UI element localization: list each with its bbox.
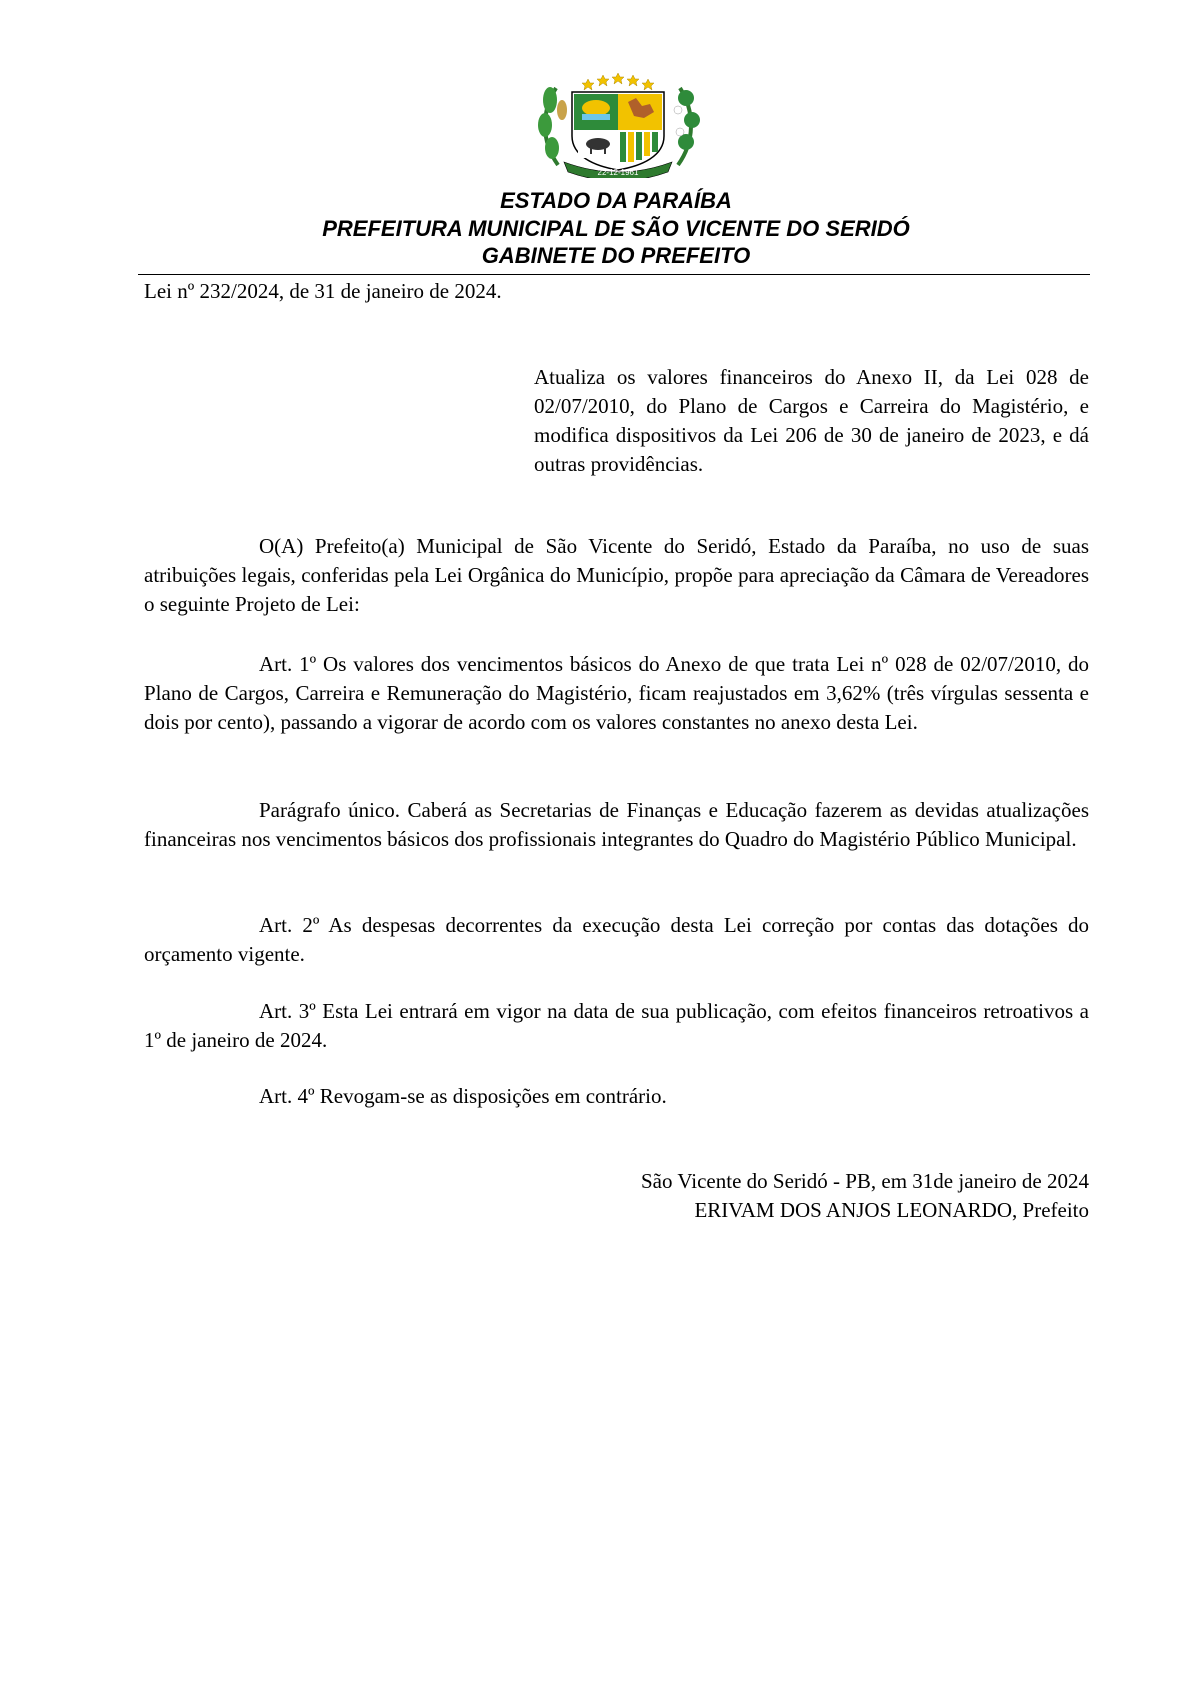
article-2-text: Art. 2º As despesas decorrentes da execução desta Lei correção por contas das dotações do orçamento vigente. xyxy=(144,913,1089,966)
left-branch-icon xyxy=(538,87,567,165)
article-3 xyxy=(144,997,1089,1055)
header-divider xyxy=(138,274,1090,275)
article-2 xyxy=(144,911,1089,969)
signature-place-date: São Vicente do Seridó - PB, em 31de janeiro de 2024 xyxy=(640,1169,1089,1193)
article-4 xyxy=(144,1082,1089,1111)
signature-name: ERIVAM DOS ANJOS LEONARDO, Prefeito xyxy=(694,1198,1089,1222)
article-1 xyxy=(144,650,1089,737)
emblem-date-text: 22-12-1961 xyxy=(597,168,639,177)
header-state: ESTADO DA PARAÍBA xyxy=(500,188,732,213)
law-ementa: Atualiza os valores financeiros do Anexo II, da Lei 028 de 02/07/2010, do Plano de Cargos e Carreira do Magistério, e modifica dispositivos da Lei 206 de 30 de janeiro de 2023, e dá outras providências. xyxy=(534,365,1089,476)
header-gabinete: GABINETE DO PREFEITO xyxy=(481,243,751,268)
law-number: Lei nº 232/2024, de 31 de janeiro de 2024. xyxy=(144,279,502,303)
article-4-text: Art. 4º Revogam-se as disposições em contrário. xyxy=(259,1084,667,1108)
article-3-text: Art. 3º Esta Lei entrará em vigor na data de sua publicação, com efeitos financeiros retroativos a 1º de janeiro de 2024. xyxy=(144,999,1089,1052)
shield-icon xyxy=(572,92,664,170)
article-1-text: Art. 1º Os valores dos vencimentos básicos do Anexo de que trata Lei nº 028 de 02/07/2010, do Plano de Cargos, Carreira e Remuneração do Magistério, ficam reajustados em 3,62% (três vírgulas sessenta e dois por cento), passando a vigorar de acordo com os valores constantes no anexo desta Lei. xyxy=(144,652,1089,734)
paragrafo-unico-text: Parágrafo único. Caberá as Secretarias de Finanças e Educação fazerem as devidas atualizações financeiras nos vencimentos básicos dos profissionais integrantes do Quadro do Magistério Público Municipal. xyxy=(144,798,1089,851)
stars-icon xyxy=(582,73,654,90)
preamble-paragraph xyxy=(144,532,1089,619)
paragrafo-unico xyxy=(144,796,1089,854)
preamble-text: O(A) Prefeito(a) Municipal de São Vicente do Seridó, Estado da Paraíba, no uso de suas atribuições legais, conferidas pela Lei Orgânica do Município, propõe para apreciação da Câmara de Vereadores o seguinte Projeto de Lei: xyxy=(144,534,1089,616)
right-branch-icon xyxy=(674,88,700,165)
header-prefeitura: PREFEITURA MUNICIPAL DE SÃO VICENTE DO SERIDÓ xyxy=(322,216,910,241)
municipal-coat-of-arms xyxy=(528,70,708,178)
